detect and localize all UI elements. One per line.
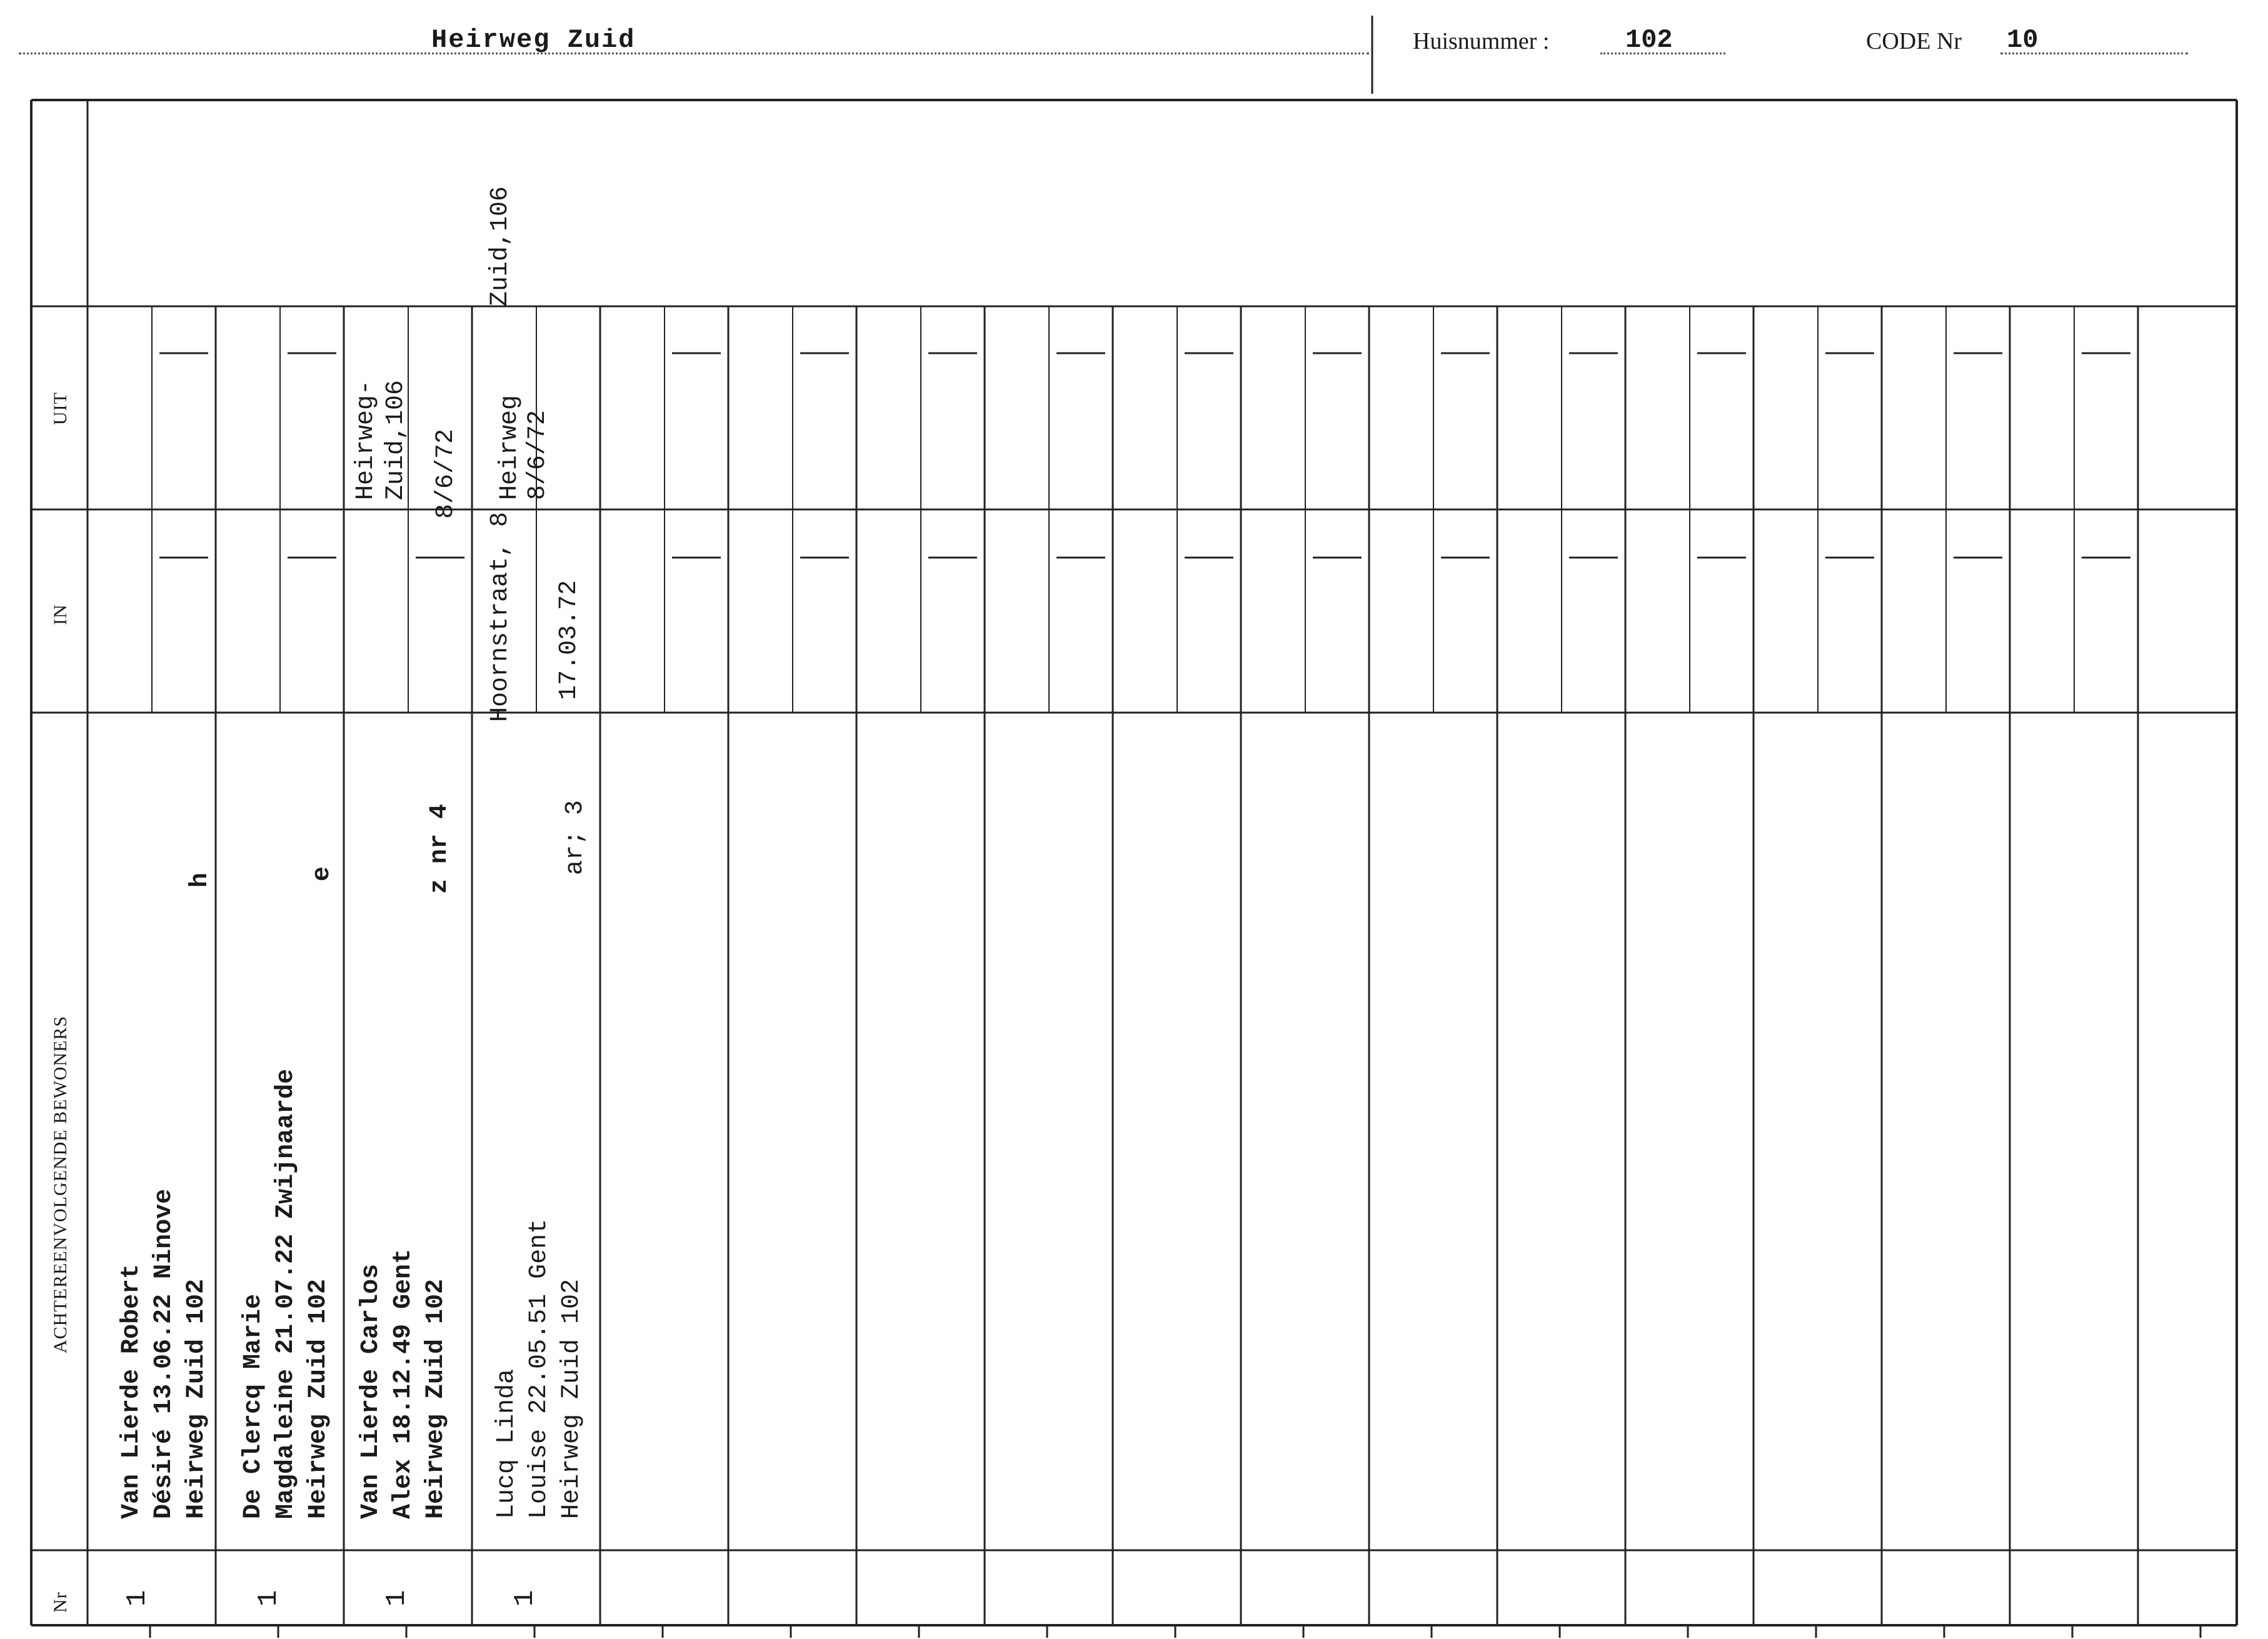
entry-3-firstname-birth: Alex 18.12.49 Gent	[389, 1248, 418, 1519]
entry-4-address: Heirweg Zuid 102	[558, 1278, 586, 1519]
entry-3-uit-street: Heirweg-	[352, 379, 380, 500]
entry-2-trailing: e	[308, 866, 336, 881]
entry-3-address: Heirweg Zuid 102	[422, 1278, 450, 1519]
section-label-uit: UIT	[50, 392, 71, 425]
entry-3-uit-number: Zuid,106	[382, 379, 410, 500]
entry-4-firstname-birth: Louise 22.05.51 Gent	[525, 1218, 553, 1519]
entry-4-in-street: Hoornstraat, 8	[486, 511, 514, 722]
entry-2-name: De Clercq Marie	[239, 1293, 268, 1519]
house-number-label: Huisnummer :	[1413, 28, 1550, 54]
entry-2-firstname-birth: Magdaleine 21.07.22 Zwijnaarde	[272, 1068, 300, 1519]
entry-1-firstname-birth: Désiré 13.06.22 Ninove	[150, 1188, 178, 1519]
entry-1-name: Van Lierde Robert	[118, 1263, 146, 1519]
entry-2-address: Heirweg Zuid 102	[304, 1278, 333, 1519]
entry-3-nr: 1	[381, 1590, 413, 1606]
entry-3-trailing: z nr 4	[426, 803, 454, 894]
section-label-residents: ACHTEREENVOLGENDE BEWONERS	[50, 1015, 71, 1353]
entry-4-nr: 1	[509, 1590, 541, 1606]
section-label-nr: Nr	[50, 1591, 71, 1613]
entry-1-trailing: h	[186, 872, 214, 888]
entry-4-in-date: 17.03.72	[555, 579, 583, 700]
entry-4-top-note: Zuid,106	[486, 186, 514, 306]
street-name: Heirweg Zuid	[431, 25, 636, 55]
section-label-in: IN	[50, 604, 71, 625]
code-value: 10	[2007, 25, 2039, 55]
entry-1-nr: 1	[122, 1590, 153, 1606]
house-number-value: 102	[1625, 25, 1673, 55]
code-label: CODE Nr	[1866, 28, 1962, 54]
entry-4-uit-date: 8/6/72	[524, 409, 552, 500]
entry-3-name: Van Lierde Carlos	[357, 1263, 385, 1519]
entry-2-nr: 1	[253, 1590, 284, 1606]
entry-3-uit-date: 8/6/72	[432, 428, 460, 519]
entry-4-uit-street: Heirweg	[496, 394, 524, 500]
entry-4-trailing: ar; 3	[561, 799, 590, 875]
entry-4-name: Lucq Linda	[493, 1368, 521, 1519]
entry-1-address: Heirweg Zuid 102	[183, 1278, 211, 1519]
